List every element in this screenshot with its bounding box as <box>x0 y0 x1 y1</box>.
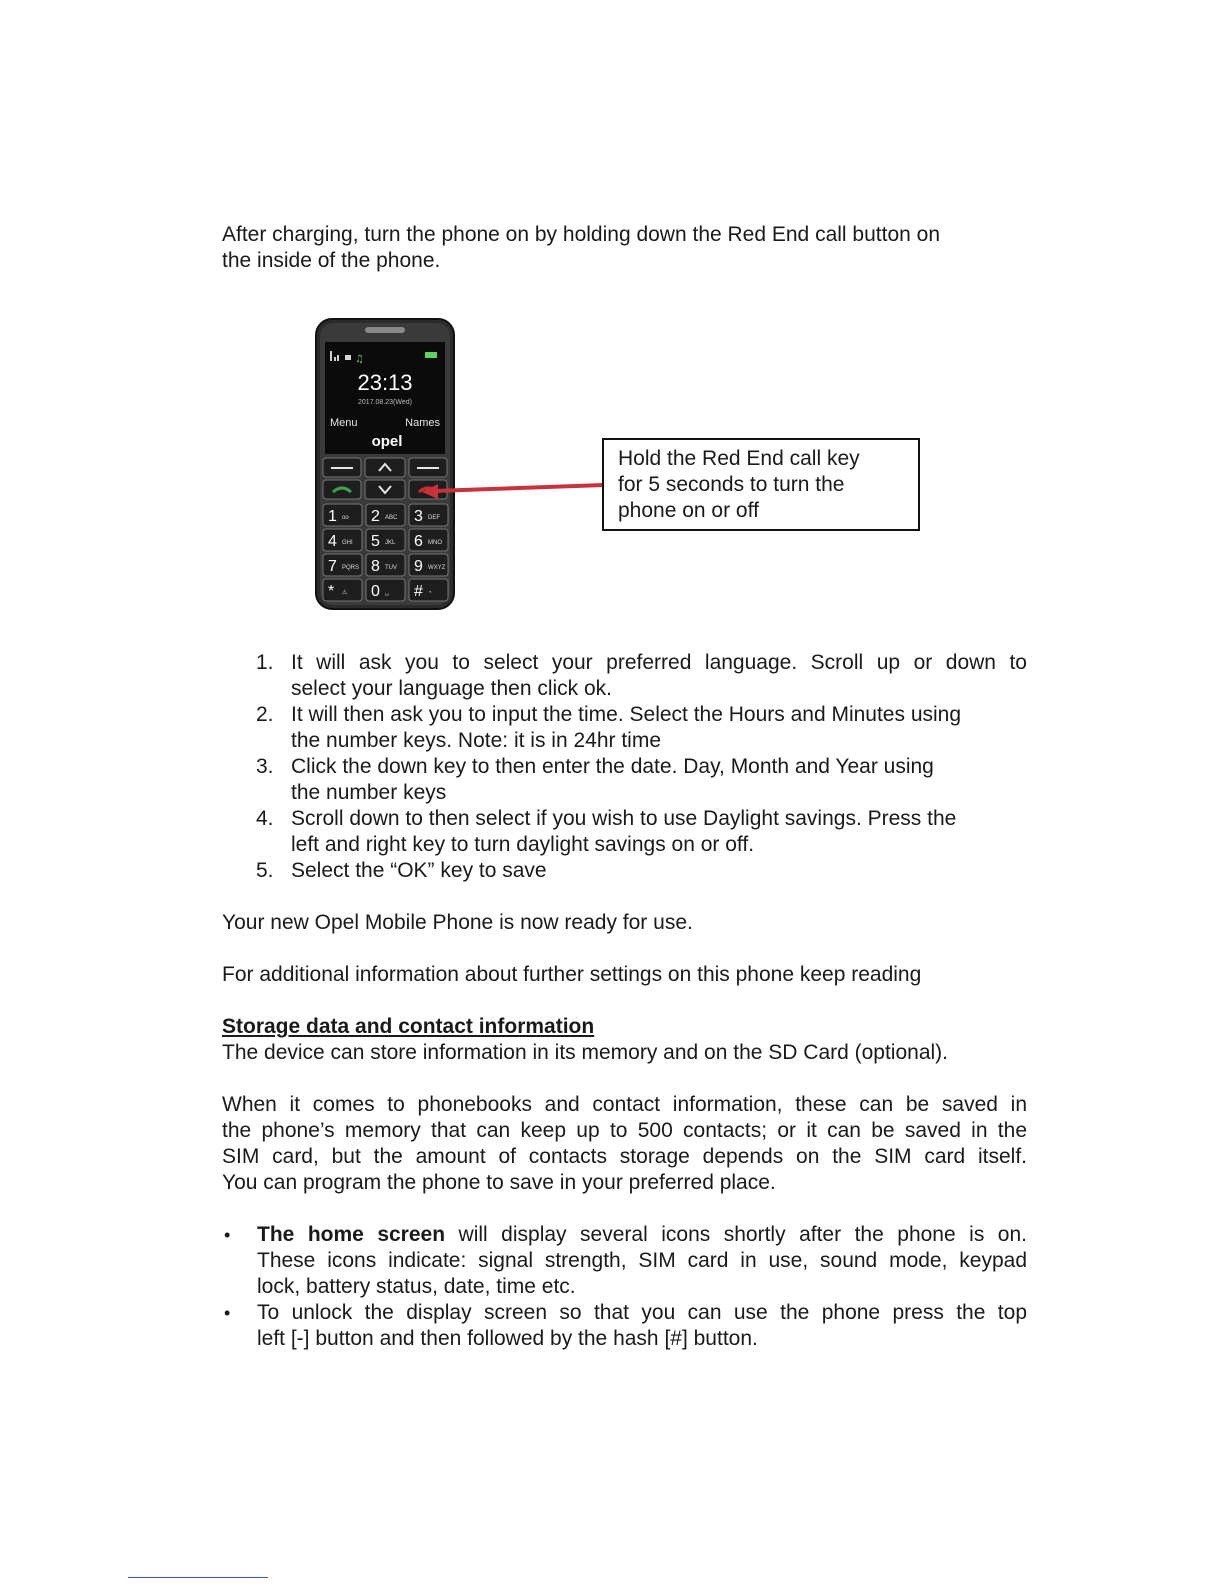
keypad-key-number: 9 <box>414 558 423 575</box>
pointer-arrow <box>420 478 604 500</box>
keypad-key <box>323 554 362 576</box>
step-text: left and right key to turn daylight savings on or off. <box>291 833 755 856</box>
bullet-text: To unlock the display screen so that you can use the phone press the top <box>257 1301 1027 1324</box>
keypad-key <box>366 554 405 576</box>
keypad-key-letters: ABC <box>385 515 398 521</box>
keypad-key-number: 5 <box>371 533 380 550</box>
step-text: select your language then click ok. <box>291 677 613 700</box>
storage-paragraph-line: SIM card, but the amount of contacts storage depends on the SIM card itself. <box>222 1145 1027 1168</box>
intro-line-2: the inside of the phone. <box>222 249 441 272</box>
up-key <box>365 458 405 477</box>
keypad-key-letters: oo <box>342 515 349 521</box>
storage-paragraph-line: You can program the phone to save in your preferred place. <box>222 1171 776 1194</box>
storage-line: The device can store information in its memory and on the SD Card (optional). <box>222 1041 949 1064</box>
step-number: 4. <box>256 807 274 830</box>
bullet-icon: • <box>224 1303 231 1323</box>
keypad-key-letters: DEF <box>428 515 440 521</box>
keypad-key-number: 6 <box>414 533 423 550</box>
callout-line-1: Hold the Red End call key <box>618 447 860 470</box>
keypad-key-number: 8 <box>371 558 380 575</box>
message-icon <box>345 355 351 360</box>
storage-heading: Storage data and contact information <box>222 1015 595 1038</box>
screen-date: 2017.08.23(Wed) <box>358 399 412 406</box>
bullet-text <box>257 1222 1027 1248</box>
keypad-key <box>323 529 362 551</box>
callout-box <box>602 438 920 531</box>
keypad-key <box>409 579 448 601</box>
keypad-key <box>409 529 448 551</box>
keypad-key-letters: GHI <box>342 540 353 546</box>
down-key <box>365 480 405 499</box>
step-text: It will ask you to select your preferred language. Scroll up or down to <box>291 651 1027 674</box>
keypad-key-number: 3 <box>414 508 423 525</box>
speaker-grille <box>365 327 405 333</box>
keypad-key-number: 4 <box>328 533 337 550</box>
keypad-key <box>409 504 448 526</box>
storage-paragraph-line: When it comes to phonebooks and contact information, these can be saved in <box>222 1093 1027 1116</box>
footnote-separator <box>128 1577 268 1578</box>
step-text: the number keys <box>291 781 447 804</box>
arrow-head-icon <box>422 484 438 499</box>
keypad-key <box>323 504 362 526</box>
keypad-key-number: 0 <box>371 583 380 600</box>
bullet-text: left [-] button and then followed by the hash [#] button. <box>257 1327 758 1350</box>
keypad-key-letters: MNO <box>428 540 442 546</box>
step-number: 2. <box>256 703 274 726</box>
phone-illustration <box>315 318 455 610</box>
keypad-key-number: * <box>328 583 335 600</box>
step-text: It will then ask you to input the time. Select the Hours and Minutes using <box>291 703 962 726</box>
keypad-key-number: 1 <box>328 508 337 525</box>
keypad-key-letters: ␣ <box>385 590 389 596</box>
step-text: Scroll down to then select if you wish to use Daylight savings. Press the <box>291 807 957 830</box>
storage-paragraph-line: the phone’s memory that can keep up to 500 contacts; or it can be saved in the <box>222 1119 1027 1142</box>
home-screen-term: The home screen <box>257 1223 446 1246</box>
step-number: 5. <box>256 859 274 882</box>
keypad-key-letters: WXYZ <box>428 565 446 571</box>
keypad-key-letters: PQRS <box>342 565 360 571</box>
additional-info-text: For additional information about further settings on this phone keep reading <box>222 963 922 986</box>
battery-icon <box>425 352 437 358</box>
brand-logo: opel <box>371 433 403 450</box>
intro-line-1: After charging, turn the phone on by holding down the Red End call button on <box>222 223 940 246</box>
keypad-key <box>366 579 405 601</box>
music-note-icon: ♫ <box>355 354 364 365</box>
bullet-icon: • <box>224 1225 231 1245</box>
step-text: the number keys. Note: it is in 24hr time <box>291 729 661 752</box>
bullet-text-rest: will display several icons shortly after the phone is on. <box>445 1223 1027 1246</box>
bullet-text: These icons indicate: signal strength, SIM card in use, sound mode, keypad <box>257 1249 1027 1272</box>
keypad-key <box>323 579 362 601</box>
keypad-key-letters: ◔ <box>428 590 432 596</box>
screen-right-softkey: Names <box>405 417 440 429</box>
keypad-key <box>409 554 448 576</box>
callout-line-3: phone on or off <box>618 499 759 522</box>
keypad-key-letters: ⚠ <box>342 590 348 596</box>
ready-text: Your new Opel Mobile Phone is now ready for use. <box>222 911 693 934</box>
screen-left-softkey: Menu <box>330 417 358 429</box>
step-text: Select the “OK” key to save <box>291 859 547 882</box>
keypad-key-number: 7 <box>328 558 337 575</box>
bullet-text: lock, battery status, date, time etc. <box>257 1275 576 1298</box>
screen-time: 23:13 <box>357 370 413 395</box>
keypad-key <box>366 504 405 526</box>
keypad-key-number: # <box>414 583 423 600</box>
keypad-key-number: 2 <box>371 508 380 525</box>
step-number: 1. <box>256 651 274 674</box>
step-number: 3. <box>256 755 274 778</box>
keypad-key-letters: TUV <box>385 565 397 571</box>
step-text: Click the down key to then enter the date. Day, Month and Year using <box>291 755 934 778</box>
callout-line-2: for 5 seconds to turn the <box>618 473 845 496</box>
keypad-key-letters: JKL <box>385 540 396 546</box>
keypad-key <box>366 529 405 551</box>
